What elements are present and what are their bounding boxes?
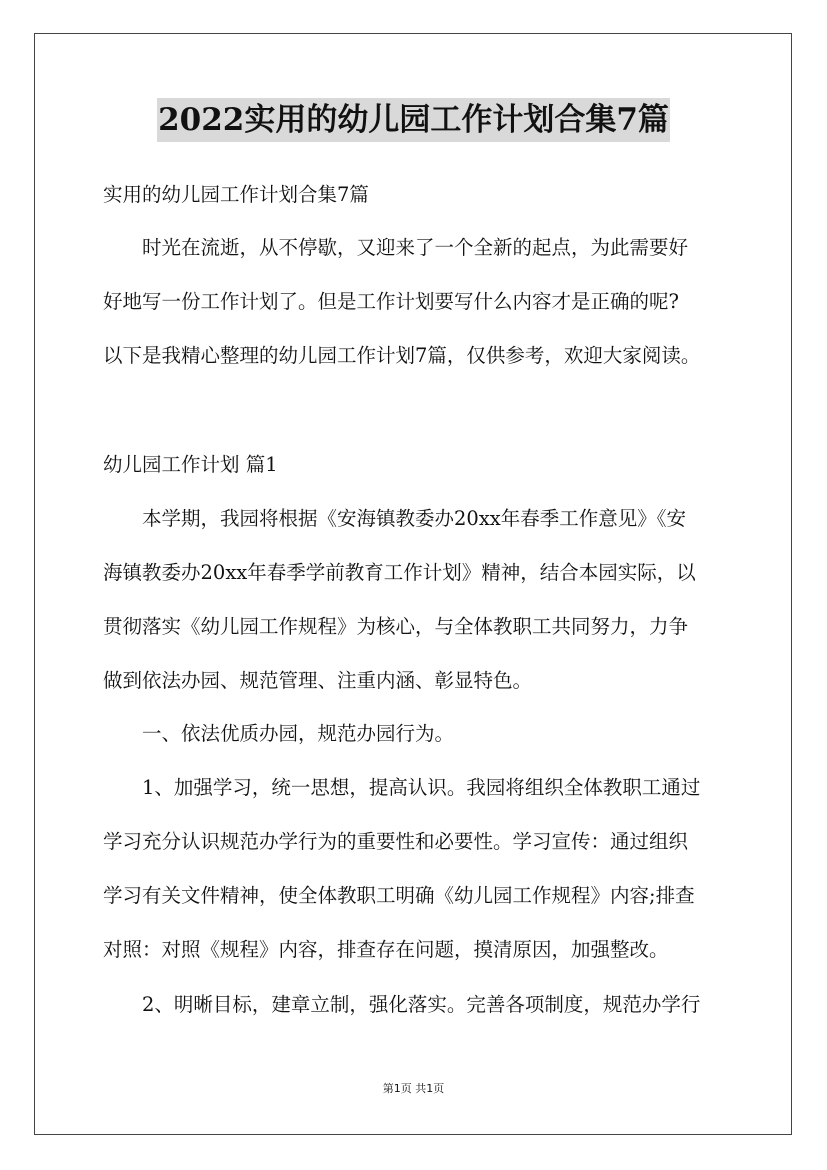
document-title bbox=[0, 98, 827, 142]
document-subtitle: 实用的幼儿园工作计划合集7篇 bbox=[103, 183, 369, 206]
point-heading: 一、依法优质办园，规范办园行为。 bbox=[142, 722, 455, 745]
intro-line: 时光在流逝，从不停歇，又迎来了一个全新的起点，为此需要好 bbox=[142, 236, 689, 259]
paragraph-line: 本学期，我园将根据《安海镇教委办20xx年春季工作意见》《安 bbox=[142, 507, 687, 530]
section-heading: 幼儿园工作计划 篇1 bbox=[103, 453, 278, 476]
paragraph-line: 1、加强学习，统一思想，提高认识。我园将组织全体教职工通过 bbox=[142, 776, 701, 799]
paragraph-line: 学习充分认识规范办学行为的重要性和必要性。学习宣传：通过组织 bbox=[103, 830, 689, 853]
paragraph-line: 做到依法办园、规范管理、注重内涵、彰显特色。 bbox=[103, 669, 533, 692]
paragraph-line: 贯彻落实《幼儿园工作规程》为核心，与全体教职工共同努力，力争 bbox=[103, 615, 689, 638]
intro-line: 好地写一份工作计划了。但是工作计划要写什么内容才是正确的呢? bbox=[103, 290, 679, 313]
paragraph-line: 海镇教委办20xx年春季学前教育工作计划》精神，结合本园实际，以 bbox=[103, 561, 696, 584]
document-title-text: 2022实用的幼儿园工作计划合集7篇 bbox=[157, 98, 670, 142]
page-footer: 第1页 共1页 bbox=[382, 1082, 445, 1095]
paragraph-line: 学习有关文件精神，使全体教职工明确《幼儿园工作规程》内容;排查 bbox=[103, 884, 695, 907]
paragraph-line: 2、明晰目标，建章立制，强化落实。完善各项制度，规范办学行 bbox=[142, 993, 701, 1016]
paragraph-line: 对照：对照《规程》内容，排查存在问题，摸清原因，加强整改。 bbox=[103, 938, 669, 961]
intro-line: 以下是我精心整理的幼儿园工作计划7篇，仅供参考，欢迎大家阅读。 bbox=[103, 344, 701, 367]
